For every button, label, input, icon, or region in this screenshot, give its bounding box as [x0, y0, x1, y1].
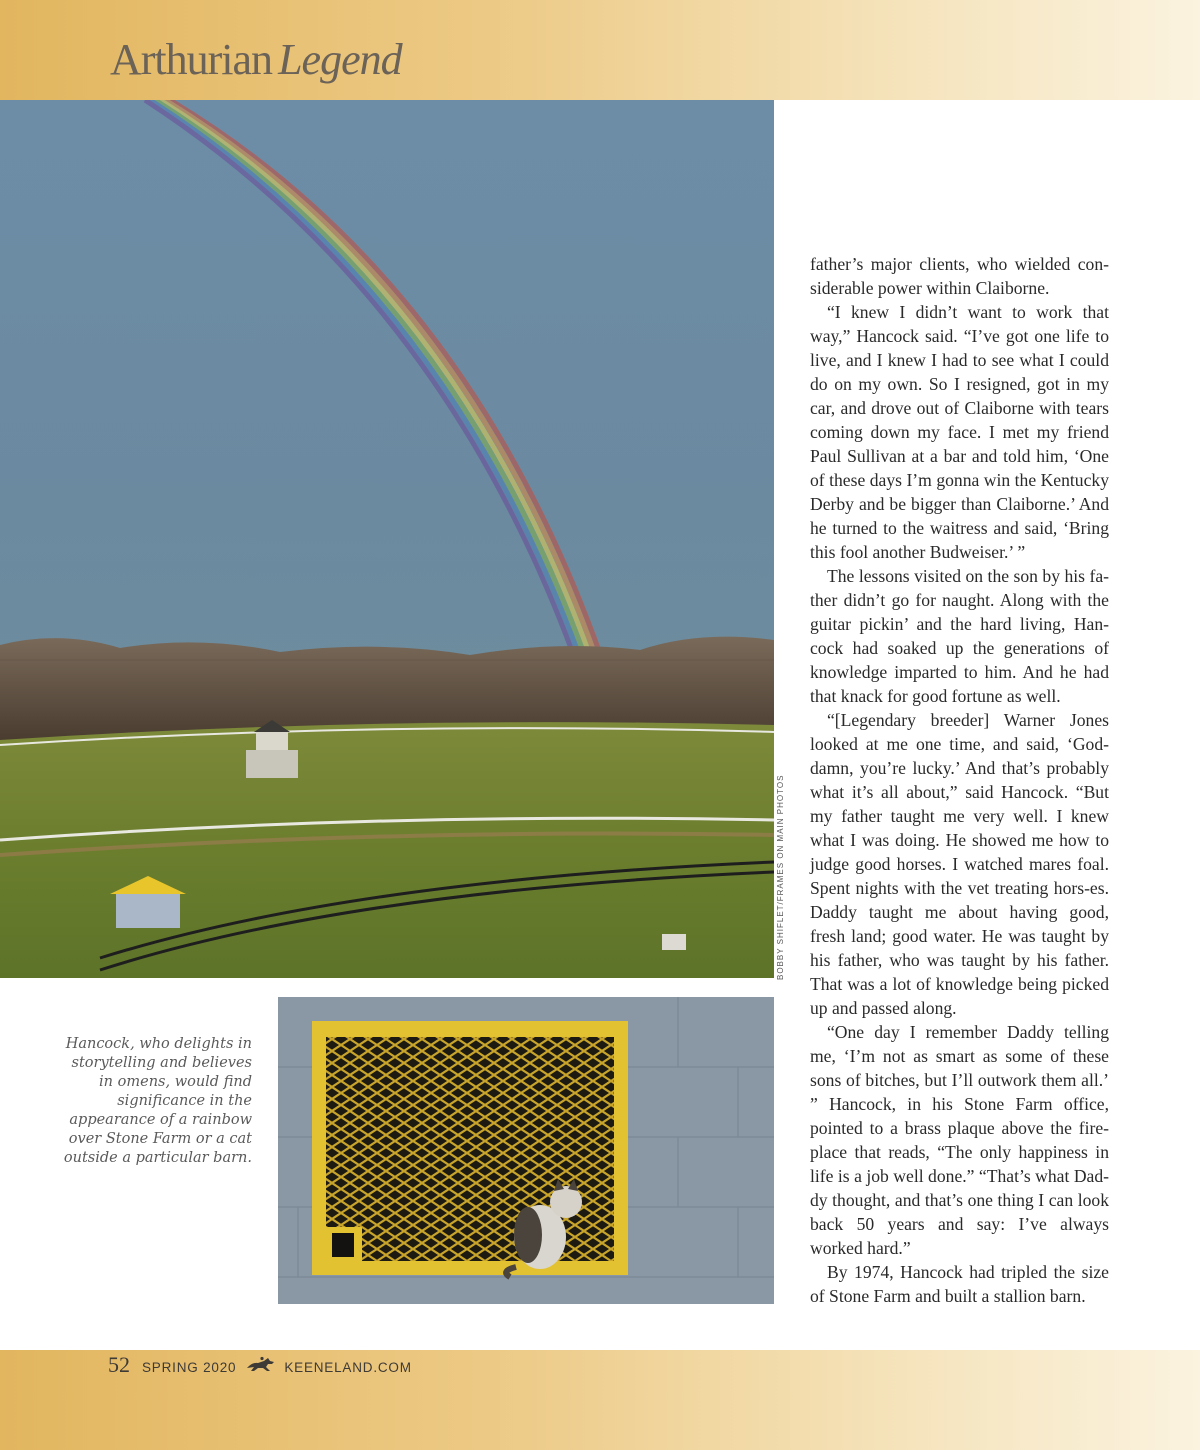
article-paragraph: “[Legendary breeder] Warner Jones looked at me one time, and said, ‘God-damn, you’re lucky.’ And that’s probably what it’s all about,” said Hancock. “But my father taught me very well. I knew what I was doing. He showed me how to judge good horses. I watched mares foal. Spent nights with the vet treating hors-es. Daddy taught me about having good, fresh land; good water. He was taught by his father, who was taught by his father. That was a lot of knowledge being picked up and passed along. — [810, 710, 1109, 1018]
website-link[interactable]: KEENELAND.COM — [284, 1360, 412, 1375]
photo-caption: Hancock, who delights in storytelling and believes in omens, would find significance in the appearance of a rainbow over Stone Farm or a cat outside a particular barn. — [63, 1036, 252, 1166]
section-title-italic: Legend — [278, 35, 402, 84]
issue-season: SPRING 2020 — [142, 1360, 237, 1375]
article-body — [810, 252, 1109, 1308]
article-paragraph: The lessons visited on the son by his fa-ther didn’t go for naught. Along with the guitar pickin’ and the hard living, Han-cock had soaked up the generations of knowledge imparted to him. And he had that knack for good fortune as well. — [810, 566, 1109, 706]
page-number: 52 — [108, 1352, 130, 1377]
photo-credit-text: BOBBY SHIFLET/FRAMES ON MAIN PHOTOS — [776, 774, 785, 980]
cat-window-photo — [278, 997, 774, 1304]
footer — [108, 1352, 412, 1376]
rainbow-farm-illustration — [0, 100, 774, 978]
horse-and-jockey-icon — [244, 1356, 278, 1372]
section-title — [110, 34, 402, 86]
rainbow-farm-photo — [0, 100, 774, 978]
article-paragraph: “I knew I didn’t want to work that way,” Hancock said. “I’ve got one life to live, and I knew I had to see what I could do on my own. So I resigned, got in my car, and drove out of Claiborne with tears coming down my face. I met my friend Paul Sullivan at a bar and told him, ‘One of these days I’m gonna win the Kentucky Derby and be bigger than Claiborne.’ And he turned to the waitress and said, ‘Bring this fool another Budweiser.’ ” — [810, 302, 1109, 562]
section-title-regular: Arthurian — [110, 35, 273, 84]
photo-credit — [774, 774, 788, 980]
article-paragraph: father’s major clients, who wielded con-siderable power within Claiborne. — [810, 254, 1109, 298]
article-paragraph: By 1974, Hancock had tripled the size of Stone Farm and built a stallion barn. — [810, 1262, 1109, 1306]
article-paragraph: “One day I remember Daddy telling me, ‘I’m not as smart as some of these sons of bitches, but I’ll outwork them all.’ ” Hancock, in his Stone Farm office, pointed to a brass plaque above the fire-place that reads, “The only happiness in life is a job well done.” “That’s what Dad-dy thought, and that’s one thing I can look back 50 years and say: I’ve always worked hard.” — [810, 1022, 1109, 1258]
cat-window-illustration — [278, 997, 774, 1304]
